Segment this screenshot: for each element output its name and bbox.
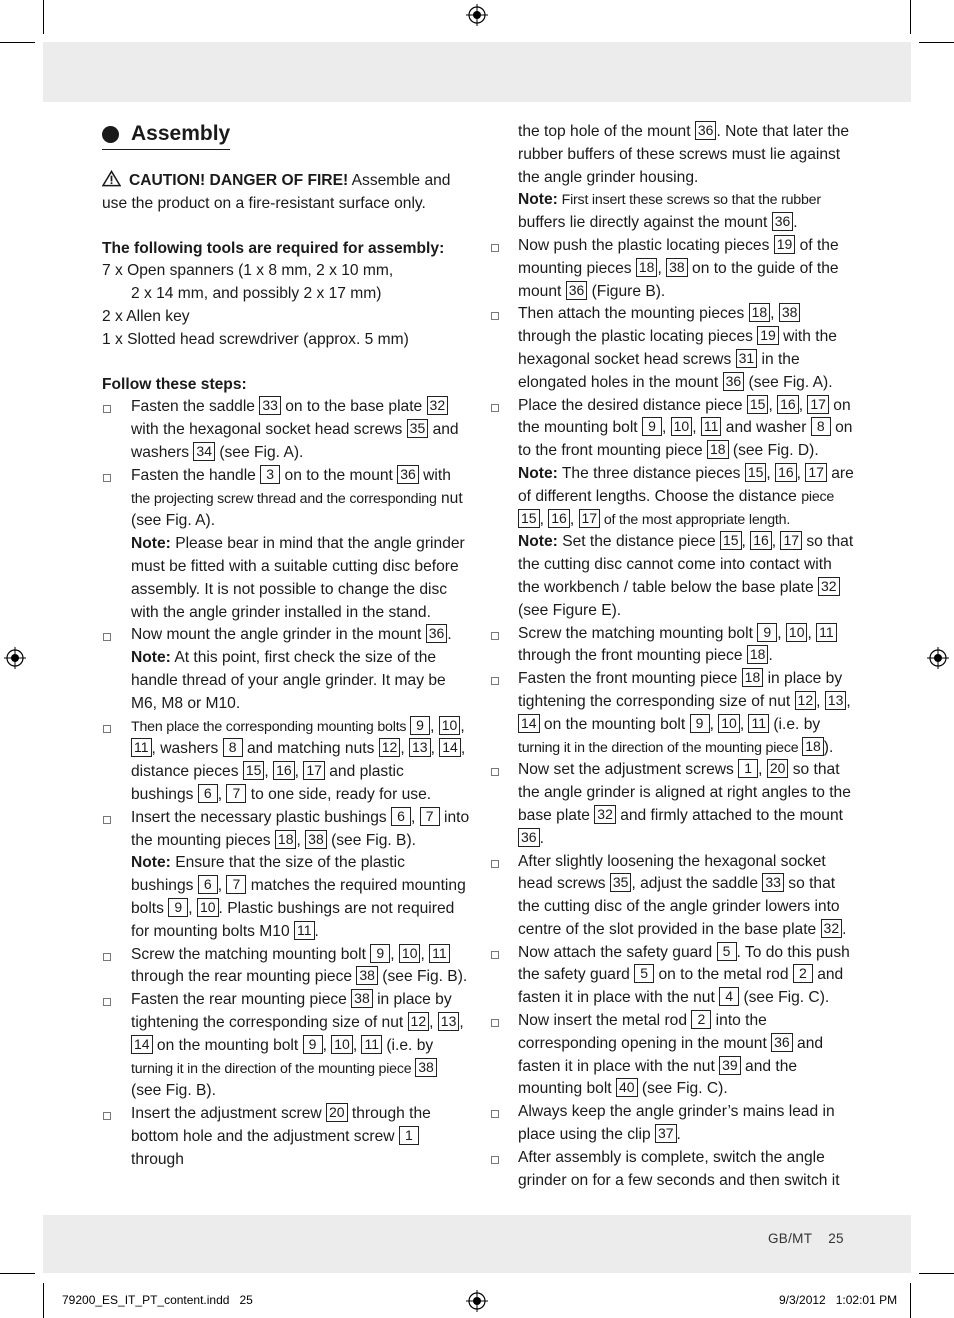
part-number-badge: 9 (303, 1035, 323, 1054)
crop-mark (919, 1273, 954, 1274)
part-number-badge: 33 (259, 396, 281, 415)
part-number-badge: 18 (636, 258, 658, 277)
part-number-badge: 17 (303, 761, 325, 780)
part-number-badge: 36 (723, 372, 745, 391)
part-number-badge: 19 (774, 235, 796, 254)
part-number-badge: 1 (399, 1126, 419, 1145)
part-number-badge: 16 (775, 463, 797, 482)
bullet-icon (102, 126, 119, 143)
part-number-badge: 12 (795, 691, 817, 710)
part-number-badge: 15 (747, 395, 769, 414)
part-number-badge: 9 (168, 898, 188, 917)
list-item: Then place the corresponding mounting bolts 9 , 10 , 11 , washers 8 and matching nuts 12 , 13 , 14 , distance pieces 15 , 16 , 17 and plastic bushings 6 , 7 to one side, ready for use. (102, 716, 470, 807)
part-number-badge: 11 (429, 944, 450, 963)
list-item: Insert the adjustment screw 20 through the bottom hole and the adjustment screw 1 through (102, 1103, 470, 1171)
list-item: Screw the matching mounting bolt 9 , 10 , 11 through the front mounting piece 18 . (490, 623, 856, 669)
list-item: Then attach the mounting pieces 18 , 38 through the plastic locating pieces 19 with the hexagonal socket head screws 31 in the elongated holes in the mount 36 (see Fig. A). (490, 303, 856, 394)
tools-line: 2 x Allen key (102, 308, 190, 326)
list-item: After slightly loosening the hexagonal socket head screws 35 , adjust the saddle 33 so that the cutting disc of the angle grinder lowers into centre of the slot provided in the base plate 32 . (490, 851, 856, 942)
part-number-badge: 13 (825, 691, 847, 710)
slug-file: 79200_ES_IT_PT_content.indd 25 (62, 1293, 253, 1307)
list-item: Place the desired distance piece 15 , 16 , 17 on the mounting bolt 9 , 10 , 11 and washer 8 on to the front mounting piece 18 (see Fig. D). Note: The three distance pieces 15 , 16 , 17 are of different lengths. Choose the distance piece 15 , 16 , 17 of the most appropriate length. Note: Set the distance piece 15 , 16 , 17 so that the cutting disc cannot come into contact with the workbench / table below the base plate 32 (see Figure E). (490, 395, 856, 623)
steps-list (490, 235, 856, 1192)
header-band (43, 42, 911, 102)
part-number-badge: 14 (131, 1035, 153, 1054)
part-number-badge: 15 (518, 509, 540, 528)
list-item: Always keep the angle grinder’s mains lead in place using the clip 37 . (490, 1101, 856, 1147)
part-number-badge: 11 (748, 714, 769, 733)
part-number-badge: 10 (399, 944, 421, 963)
part-number-badge: 10 (786, 623, 808, 642)
list-item: Now set the adjustment screws 1 , 20 so that the angle grinder is aligned at right angles to the base plate 32 and firmly attached to the mount 36 . (490, 759, 856, 850)
part-number-badge: 18 (742, 668, 764, 687)
part-number-badge: 7 (226, 784, 246, 803)
part-number-badge: 38 (666, 258, 688, 277)
crop-mark (0, 1273, 35, 1274)
part-number-badge: 18 (275, 830, 297, 849)
part-number-badge: 40 (616, 1078, 638, 1097)
part-number-badge: 38 (415, 1058, 437, 1077)
part-number-badge: 10 (718, 714, 740, 733)
part-number-badge: 16 (548, 509, 570, 528)
list-item: Fasten the front mounting piece 18 in place by tightening the corresponding size of nut 12 , 13 , 14 on the mounting bolt 9 , 10 , 11 (i.e. by turning it in the direction of the mounting piece 18 ). (490, 668, 856, 759)
list-item: Screw the matching mounting bolt 9 , 10 , 11 through the rear mounting piece 38 (see Fig. B). (102, 944, 470, 990)
list-item: Fasten the rear mounting piece 38 in place by tightening the corresponding size of nut 12 , 13 , 14 on the mounting bolt 9 , 10 , 11 (i.e. by turning it in the direction of the mounting piece 38 (see Fig. B). (102, 989, 470, 1103)
part-number-badge: 12 (379, 738, 401, 757)
part-number-badge: 36 (566, 281, 588, 300)
tools-line: 7 x Open spanners (1 x 8 mm, 2 x 10 mm, (102, 262, 394, 280)
part-number-badge: 36 (397, 465, 419, 484)
list-item: Now mount the angle grinder in the mount 36 . Note: At this point, first check the size of the handle thread of your angle grinder. It may be M6, M8 or M10. (102, 624, 470, 715)
part-number-badge: 4 (719, 987, 739, 1006)
part-number-badge: 9 (370, 944, 390, 963)
left-column (102, 121, 470, 1172)
part-number-badge: 36 (771, 1033, 793, 1052)
part-number-badge: 17 (807, 395, 829, 414)
part-number-badge: 32 (818, 577, 840, 596)
part-number-badge: 32 (427, 396, 449, 415)
part-number-badge: 17 (579, 509, 601, 528)
list-item-continued: the top hole of the mount 36 . Note that later the rubber buffers of these screws must lie against the angle grinder housing. Note: First insert these screws so that the rubber buffers lie directly against the mount 36 . (518, 122, 850, 232)
list-item: Now attach the safety guard 5 . To do this push the safety guard 5 on to the metal rod 2 and fasten it in place with the nut 4 (see Fig. C). (490, 942, 856, 1010)
registration-mark-icon (4, 647, 26, 669)
part-number-badge: 15 (745, 463, 767, 482)
part-number-badge: 5 (634, 964, 654, 983)
caution-paragraph: CAUTION! DANGER OF FIRE! Assemble and use the product on a fire-resistant surface only. (102, 170, 470, 216)
tools-heading: The following tools are required for assembly: (102, 239, 445, 257)
part-number-badge: 16 (273, 761, 295, 780)
part-number-badge: 11 (701, 417, 722, 436)
part-number-badge: 36 (518, 828, 540, 847)
crop-mark (0, 42, 35, 43)
part-number-badge: 5 (717, 942, 737, 961)
part-number-badge: 2 (691, 1010, 711, 1029)
part-number-badge: 37 (655, 1124, 677, 1143)
part-number-badge: 35 (407, 419, 429, 438)
crop-mark (910, 0, 911, 34)
part-number-badge: 32 (594, 805, 616, 824)
part-number-badge: 12 (408, 1012, 430, 1031)
list-item: Now insert the metal rod 2 into the corresponding opening in the mount 36 and fasten it in place with the nut 39 and the mounting bolt 40 (see Fig. C). (490, 1010, 856, 1101)
crop-mark (43, 1283, 44, 1318)
part-number-badge: 17 (780, 531, 802, 550)
right-column (490, 121, 856, 1192)
registration-mark-icon (466, 1290, 488, 1312)
part-number-badge: 31 (736, 349, 758, 368)
part-number-badge: 18 (802, 737, 824, 756)
part-number-badge: 11 (131, 738, 152, 757)
part-number-badge: 33 (762, 873, 784, 892)
tools-line: 1 x Slotted head screwdriver (approx. 5 mm) (102, 330, 409, 348)
part-number-badge: 15 (243, 761, 265, 780)
part-number-badge: 8 (811, 417, 831, 436)
part-number-badge: 7 (226, 875, 246, 894)
page-number: GB/MT 25 (768, 1231, 844, 1246)
part-number-badge: 14 (518, 714, 540, 733)
part-number-badge: 10 (197, 898, 219, 917)
list-item: Fasten the handle 3 on to the mount 36 with the projecting screw thread and the corresponding nut (see Fig. A). Note: Please bear in mind that the angle grinder must be fitted with a suitable cutting disc before assembly. It is not possible to change the disc with the angle grinder installed in the stand. (102, 465, 470, 625)
steps-list (102, 396, 470, 1171)
part-number-badge: 35 (610, 873, 632, 892)
part-number-badge: 7 (420, 807, 440, 826)
part-number-badge: 36 (695, 121, 717, 140)
part-number-badge: 18 (747, 645, 769, 664)
part-number-badge: 11 (294, 921, 315, 940)
part-number-badge: 9 (410, 716, 430, 735)
tools-line: 2 x 14 mm, and possibly 2 x 17 mm) (131, 285, 382, 303)
part-number-badge: 14 (439, 738, 461, 757)
part-number-badge: 18 (707, 440, 729, 459)
part-number-badge: 9 (690, 714, 710, 733)
part-number-badge: 2 (793, 964, 813, 983)
registration-mark-icon (927, 647, 949, 669)
part-number-badge: 39 (719, 1056, 741, 1075)
part-number-badge: 32 (821, 919, 843, 938)
list-item: Fasten the saddle 33 on to the base plate 32 with the hexagonal socket head screws 35 and washers 34 (see Fig. A). (102, 396, 470, 464)
part-number-badge: 6 (391, 807, 411, 826)
list-item: After assembly is complete, switch the angle grinder on for a few seconds and then switch it (490, 1147, 856, 1193)
part-number-badge: 16 (750, 531, 772, 550)
part-number-badge: 15 (720, 531, 742, 550)
part-number-badge: 3 (260, 465, 280, 484)
part-number-badge: 20 (326, 1103, 348, 1122)
part-number-badge: 9 (757, 623, 777, 642)
part-number-badge: 6 (198, 784, 218, 803)
part-number-badge: 38 (351, 989, 373, 1008)
part-number-badge: 8 (223, 738, 243, 757)
part-number-badge: 34 (193, 442, 215, 461)
part-number-badge: 11 (816, 623, 837, 642)
warning-triangle-icon (102, 170, 121, 187)
part-number-badge: 16 (777, 395, 799, 414)
crop-mark (910, 1283, 911, 1318)
part-number-badge: 10 (331, 1035, 353, 1054)
part-number-badge: 9 (642, 417, 662, 436)
steps-heading: Follow these steps: (102, 375, 247, 393)
caution-label: CAUTION! DANGER OF FIRE! (129, 172, 349, 190)
part-number-badge: 19 (757, 326, 779, 345)
part-number-badge: 20 (767, 759, 789, 778)
part-number-badge: 36 (426, 624, 448, 643)
part-number-badge: 6 (198, 875, 218, 894)
section-heading (102, 121, 230, 150)
part-number-badge: 1 (738, 759, 758, 778)
part-number-badge: 38 (305, 830, 327, 849)
part-number-badge: 10 (439, 716, 461, 735)
slug-date: 9/3/2012 1:02:01 PM (779, 1293, 898, 1307)
part-number-badge: 38 (779, 303, 801, 322)
list-item: Insert the necessary plastic bushings 6 , 7 into the mounting pieces 18 , 38 (see Fig. B). Note: Ensure that the size of the plastic bushings 6 , 7 matches the required mounting bolts 9 , 10 . Plastic bushings are not required for mounting bolts M10 11 . (102, 807, 470, 944)
crop-mark (919, 42, 954, 43)
part-number-badge: 10 (671, 417, 693, 436)
part-number-badge: 18 (749, 303, 771, 322)
part-number-badge: 13 (409, 738, 431, 757)
part-number-badge: 11 (361, 1035, 382, 1054)
part-number-badge: 38 (356, 966, 378, 985)
list-item: Now push the plastic locating pieces 19 of the mounting pieces 18 , 38 on to the guide of the mount 36 (Figure B). (490, 235, 856, 303)
part-number-badge: 13 (438, 1012, 460, 1031)
part-number-badge: 36 (772, 212, 794, 231)
registration-mark-icon (466, 4, 488, 26)
crop-mark (43, 0, 44, 34)
section-title: Assembly (131, 122, 231, 145)
part-number-badge: 17 (805, 463, 827, 482)
